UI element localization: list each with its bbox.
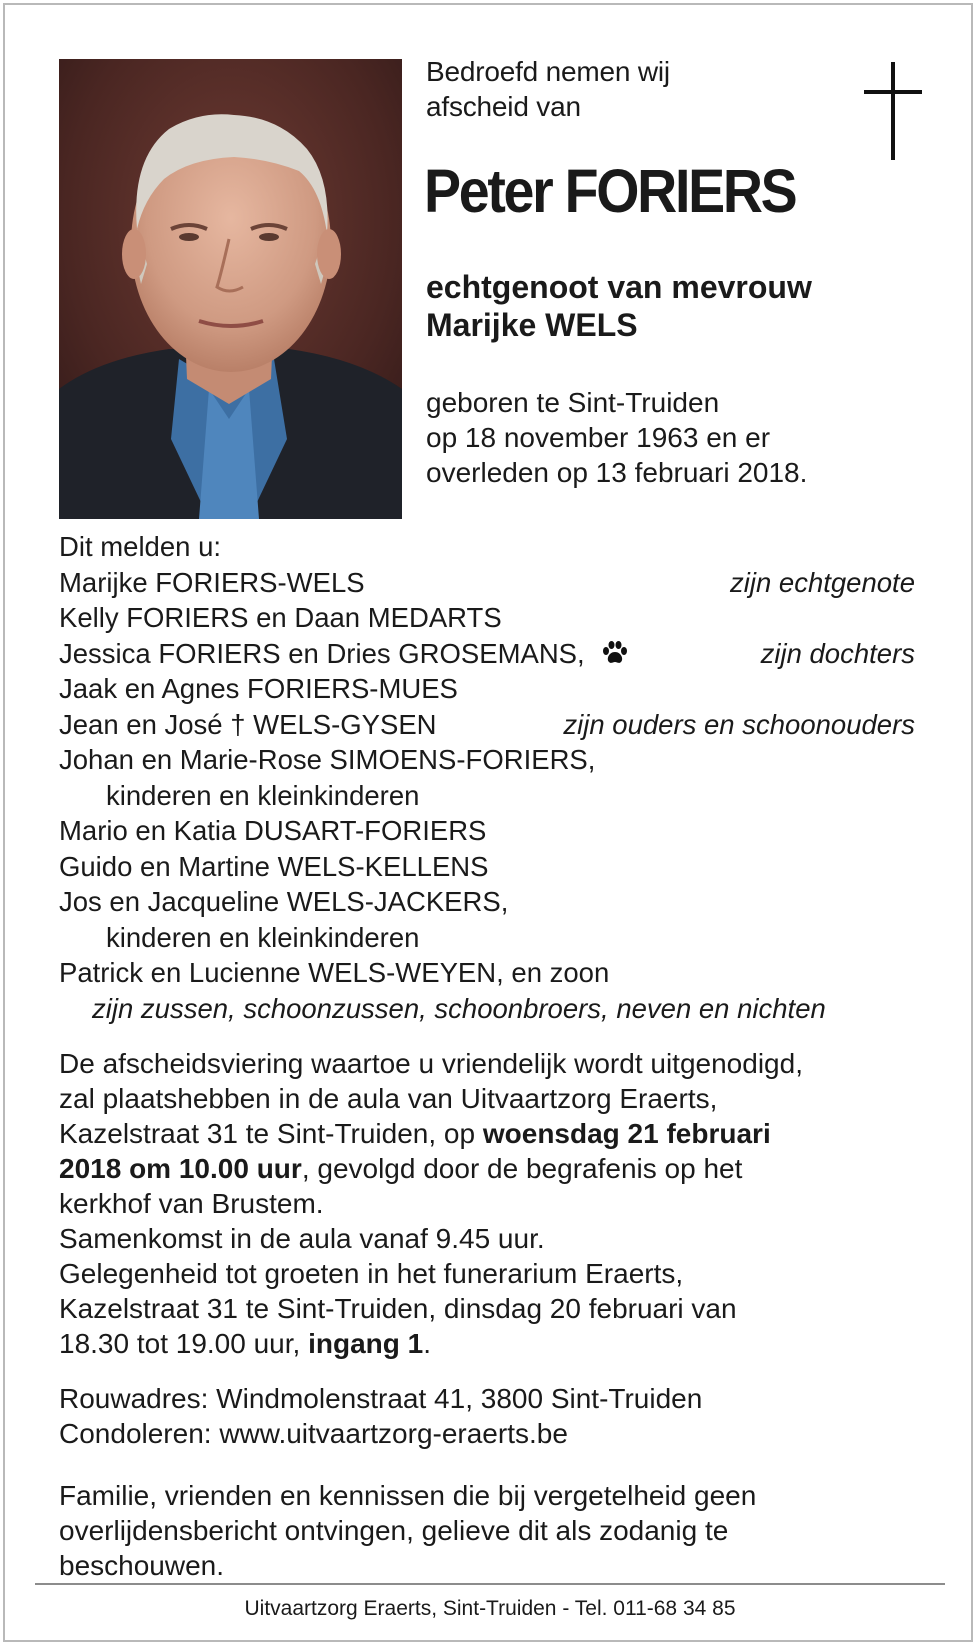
family-heading: Dit melden u: bbox=[59, 531, 222, 562]
family-member: Kelly FORIERS en Daan MEDARTS bbox=[59, 602, 502, 633]
family-member: Jean en José † WELS-GYSEN bbox=[59, 708, 437, 740]
family-relation: zijn echtgenote bbox=[730, 566, 915, 598]
family-relation: zijn ouders en schoonouders bbox=[563, 708, 915, 740]
intro-line: Bedroefd nemen wij bbox=[426, 56, 670, 87]
birth-line: op 18 november 1963 en er bbox=[426, 422, 771, 453]
portrait-photo bbox=[59, 59, 402, 519]
birth-line: geboren te Sint-Truiden bbox=[426, 387, 720, 418]
deceased-name: Peter FORIERS bbox=[424, 157, 796, 225]
intro-line: afscheid van bbox=[426, 91, 581, 122]
footer-text: Uitvaartzorg Eraerts, Sint-Truiden - Tel. 011-68 34 85 bbox=[244, 1597, 736, 1620]
ceremony-line: kerkhof van Brustem. bbox=[59, 1188, 324, 1219]
family-row bbox=[59, 955, 915, 991]
family-row bbox=[59, 884, 915, 920]
family-list bbox=[59, 529, 915, 1026]
intro-text bbox=[426, 54, 670, 124]
notice-line: overlijdensbericht ontvingen, gelieve dit als zodanig te bbox=[59, 1515, 729, 1546]
family-row bbox=[59, 600, 915, 636]
ceremony-line: 18.30 tot 19.00 uur, ingang 1. bbox=[59, 1328, 431, 1359]
family-row bbox=[59, 565, 915, 601]
notice-text bbox=[59, 1478, 915, 1583]
family-row bbox=[59, 636, 915, 672]
spouse-text bbox=[426, 268, 812, 344]
condolence-line: Condoleren: www.uitvaartzorg-eraerts.be bbox=[59, 1418, 568, 1449]
family-member: Jessica FORIERS en Dries GROSEMANS, bbox=[59, 637, 585, 669]
family-row bbox=[59, 920, 915, 956]
ceremony-line: 2018 om 10.00 uur, gevolgd door de begrafenis op het bbox=[59, 1153, 743, 1184]
family-row bbox=[59, 671, 915, 707]
ceremony-line: De afscheidsviering waartoe u vriendelijk wordt uitgenodigd, bbox=[59, 1048, 803, 1079]
ceremony-line: Gelegenheid tot groeten in het funerarium Eraerts, bbox=[59, 1258, 684, 1289]
birth-line: overleden op 13 februari 2018. bbox=[426, 457, 808, 488]
family-closing: zijn zussen, schoonzussen, schoonbroers, neven en nichten bbox=[92, 992, 826, 1024]
cross-icon bbox=[864, 62, 922, 160]
notice-line: beschouwen. bbox=[59, 1550, 225, 1581]
family-member: Guido en Martine WELS-KELLENS bbox=[59, 850, 489, 882]
address-line: Rouwadres: Windmolenstraat 41, 3800 Sint-Truiden bbox=[59, 1383, 703, 1414]
family-member: Johan en Marie-Rose SIMOENS-FORIERS, bbox=[59, 744, 596, 775]
family-member: Jaak en Agnes FORIERS-MUES bbox=[59, 673, 458, 704]
ceremony-line: Samenkomst in de aula vanaf 9.45 uur. bbox=[59, 1223, 545, 1254]
ceremony-details bbox=[59, 1046, 915, 1361]
family-row bbox=[59, 707, 915, 743]
spouse-line: Marijke WELS bbox=[426, 307, 638, 343]
ceremony-line: Kazelstraat 31 te Sint-Truiden, op woensdag 21 februari bbox=[59, 1118, 771, 1149]
family-row bbox=[59, 742, 915, 778]
family-row bbox=[59, 849, 915, 885]
family-member: kinderen en kleinkinderen bbox=[106, 921, 420, 953]
footer-divider bbox=[35, 1583, 945, 1585]
contact-details bbox=[59, 1381, 915, 1451]
notice-line: Familie, vrienden en kennissen die bij vergetelheid geen bbox=[59, 1480, 757, 1511]
paw-icon bbox=[601, 639, 629, 667]
family-member: Marijke FORIERS-WELS bbox=[59, 566, 365, 598]
family-row bbox=[59, 813, 915, 849]
family-member: Jos en Jacqueline WELS-JACKERS, bbox=[59, 886, 509, 917]
family-member: Patrick en Lucienne WELS-WEYEN, en zoon bbox=[59, 957, 610, 988]
family-row bbox=[59, 778, 915, 814]
family-relation: zijn dochters bbox=[760, 637, 915, 669]
spouse-line: echtgenoot van mevrouw bbox=[426, 269, 812, 305]
family-member: kinderen en kleinkinderen bbox=[106, 779, 420, 811]
ceremony-line: zal plaatshebben in de aula van Uitvaartzorg Eraerts, bbox=[59, 1083, 718, 1114]
birth-death-text bbox=[426, 385, 807, 490]
ceremony-line: Kazelstraat 31 te Sint-Truiden, dinsdag 20 februari van bbox=[59, 1293, 737, 1324]
family-member: Mario en Katia DUSART-FORIERS bbox=[59, 815, 487, 846]
